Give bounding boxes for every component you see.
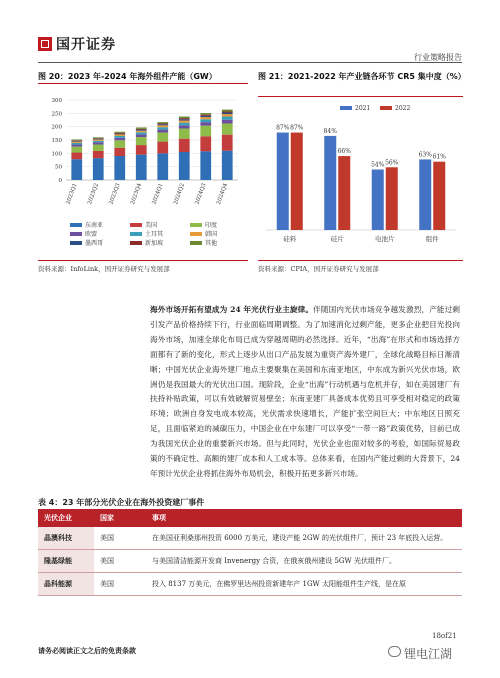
bar-segment xyxy=(114,132,125,133)
bar-segment xyxy=(114,140,125,147)
legend-label: 土耳其 xyxy=(145,231,164,238)
bar-segment xyxy=(200,119,211,122)
table-cell-event: 投入 8137 万美元，在佛罗里达州投资新建年产 1GW 太阳能组件生产线，是在原 xyxy=(146,573,462,596)
bar-segment xyxy=(136,127,147,128)
y-tick-label: 250 xyxy=(51,111,62,118)
bar-segment xyxy=(222,123,233,134)
bar-segment xyxy=(200,151,211,180)
wechat-icon xyxy=(388,646,401,657)
bar-segment xyxy=(114,133,125,134)
bar-segment xyxy=(136,131,147,133)
legend-label: 美国 xyxy=(145,222,158,229)
data-label: 87% xyxy=(276,124,290,132)
x-tick-label: 硅片 xyxy=(330,235,344,243)
y-tick-label: 150 xyxy=(51,138,62,144)
bar-segment xyxy=(93,142,104,144)
bar-segment xyxy=(114,138,125,140)
legend-label: 韩国 xyxy=(205,231,218,238)
data-label: 61% xyxy=(432,153,446,161)
bar-segment xyxy=(71,153,82,160)
legend-swatch xyxy=(70,223,82,227)
body-lead: 海外市场开拓有望成为 24 年光伏行业主旋律。 xyxy=(150,305,314,314)
data-label: 63% xyxy=(418,151,432,159)
y-tick-label: 0 xyxy=(58,178,62,184)
table-header-row xyxy=(38,509,462,527)
bar-segment xyxy=(93,138,104,139)
data-label: 56% xyxy=(385,159,399,167)
bar-segment xyxy=(114,156,125,180)
bar xyxy=(433,162,445,230)
bar-segment xyxy=(114,136,125,138)
table-title: 表 4：23 年部分光伏企业在海外投资建厂事件 xyxy=(38,498,205,507)
investment-table xyxy=(38,509,462,596)
x-tick-label: 2024Q1 xyxy=(151,182,165,206)
data-label: 87% xyxy=(290,124,304,132)
x-tick-label: 2023Q2 xyxy=(86,182,101,206)
bar-segment xyxy=(93,137,104,138)
bar-segment xyxy=(71,159,82,180)
body-paragraph xyxy=(150,303,460,482)
x-tick-label: 硅料 xyxy=(283,235,297,243)
y-tick-label: 50 xyxy=(55,164,62,171)
table-cell-company: 隆基绿能 xyxy=(38,550,94,573)
bar-segment xyxy=(71,147,82,153)
legend-label: 2022 xyxy=(395,105,411,112)
bar xyxy=(324,136,336,230)
bar-segment xyxy=(93,141,104,143)
bar-segment xyxy=(200,122,211,125)
brand-name: 国开证券 xyxy=(56,37,116,53)
table-cell-event: 在美国亚利桑那州投资 6000 万美元，建设产能 2GW 的光伏组件厂，预计 23 年底投入运营。 xyxy=(146,527,462,550)
fig21-chart xyxy=(258,100,463,260)
bar-segment xyxy=(179,139,190,152)
table-cell-country: 美国 xyxy=(94,573,146,596)
data-label: 54% xyxy=(371,161,385,169)
bar-segment xyxy=(179,152,190,180)
legend-label: 东南亚 xyxy=(85,222,104,229)
bar-segment xyxy=(136,130,147,131)
fig20-source: 资料来源：InfoLink，国开证券研究与发展部 xyxy=(38,265,170,273)
bar-segment xyxy=(71,145,82,147)
bar-segment xyxy=(93,158,104,180)
legend-swatch xyxy=(70,241,82,245)
fig20-chart xyxy=(38,88,248,260)
bar-segment xyxy=(157,124,168,125)
legend-label: 新加坡 xyxy=(145,240,164,247)
bar-segment xyxy=(93,145,104,151)
table-header-event: 事项 xyxy=(146,509,462,527)
bar-segment xyxy=(93,139,104,140)
bar-segment xyxy=(136,145,147,155)
bar-segment xyxy=(93,139,104,140)
legend-swatch xyxy=(190,223,202,227)
x-tick-label: 电池片 xyxy=(375,235,395,243)
fig21-bottom-rule xyxy=(258,260,463,261)
bar-segment xyxy=(222,117,233,120)
bar xyxy=(372,170,384,230)
x-tick-label: 2024Q3 xyxy=(194,182,208,206)
bar xyxy=(291,133,303,230)
bar-segment xyxy=(136,129,147,130)
bar-segment xyxy=(222,151,233,180)
table-row xyxy=(38,573,462,596)
bar-segment xyxy=(222,113,233,115)
legend-swatch xyxy=(130,223,142,227)
table-cell-company: 晶科能源 xyxy=(38,573,94,596)
page-number: 18of21 xyxy=(432,632,457,640)
legend-swatch xyxy=(130,232,142,236)
x-tick-label: 2024Q4 xyxy=(215,182,230,206)
bar-segment xyxy=(222,111,233,112)
fig20-bottom-rule xyxy=(38,260,248,261)
bar-segment xyxy=(179,119,190,120)
bar xyxy=(419,159,431,230)
bar xyxy=(277,133,289,230)
bar-segment xyxy=(114,148,125,156)
table-header-company: 光伏企业 xyxy=(38,509,94,527)
table-row xyxy=(38,550,462,573)
legend-label: 欧盟 xyxy=(85,231,98,238)
bar-segment xyxy=(157,122,168,123)
legend-swatch xyxy=(190,241,202,245)
bar-segment xyxy=(200,117,211,119)
legend-label: 其他 xyxy=(205,240,218,247)
table-cell-country: 美国 xyxy=(94,527,146,550)
disclaimer-text: 请务必阅读正文之后的免责条款 xyxy=(38,646,136,655)
bar-segment xyxy=(200,116,211,117)
legend-swatch xyxy=(380,106,392,110)
header-divider xyxy=(38,62,462,63)
bar-segment xyxy=(71,141,82,142)
data-label: 66% xyxy=(337,148,351,156)
watermark-text: 锂电江湖 xyxy=(404,647,453,661)
legend-swatch xyxy=(130,241,142,245)
bar-segment xyxy=(222,114,233,116)
bar-segment xyxy=(157,142,168,154)
bar-segment xyxy=(200,126,211,137)
bar-segment xyxy=(157,125,168,127)
table-row xyxy=(38,527,462,550)
bar-segment xyxy=(179,123,190,126)
bar-segment xyxy=(71,143,82,145)
legend-label: 墨西哥 xyxy=(85,240,104,247)
bar-segment xyxy=(136,137,147,145)
bar-segment xyxy=(93,151,104,158)
bar-segment xyxy=(179,118,190,119)
bar-segment xyxy=(200,115,211,116)
bar xyxy=(386,167,398,230)
bar-segment xyxy=(157,153,168,180)
bar-segment xyxy=(114,134,125,136)
bar-segment xyxy=(222,120,233,124)
bar-segment xyxy=(136,134,147,137)
bar-segment xyxy=(136,132,147,134)
bar-segment xyxy=(157,130,168,133)
bar-segment xyxy=(179,129,190,139)
table-cell-event: 与美国清洁能源开发商 Invenergy 合资，在俄亥俄州建设 5GW 光伏组件厂。 xyxy=(146,550,462,573)
x-tick-label: 组件 xyxy=(425,235,439,243)
fig20-title: 图 20：2023 年-2024 年海外组件产能（GW） xyxy=(38,72,217,81)
x-tick-label: 2023Q3 xyxy=(108,182,122,206)
legend-swatch xyxy=(340,106,352,110)
bar-segment xyxy=(200,113,211,115)
bar-segment xyxy=(179,125,190,128)
report-section: 行业策略报告 xyxy=(414,53,462,62)
bar-segment xyxy=(179,117,190,119)
legend-label: 印度 xyxy=(205,222,218,229)
brand-logo-icon xyxy=(38,37,52,51)
bar-segment xyxy=(200,136,211,151)
body-text: 伴随国内光伏市场竞争越发激烈，产能过剩引发产品价格持续下行，行业面临周期调整。为了加速消化过剩产能，更多企业把目光投向海外市场，加速全球化布局已成为穿越周期的必然选择。近年，“出海”在形式和市场选择方面都有了新的变化，形式上逐步从出口产品发展为重资产海外建厂，全球化战略目标日渐清晰；中国光伏企业海外建厂地点主要聚集在美国和东南亚地区，中东成为新兴光伏市场，欧洲仍是我国最大的光伏出口国。现阶段，企业“出海”行动机遇与危机并存，如在美国建厂有扶持补贴政策，可以有效破解贸易壁垒；东南亚建厂具备成本优势且可享受相对稳定的政策环境；欧洲自身发电成本较高，光伏需求快速增长，产能扩张空间巨大；中东地区日照充足，且面临紧迫的减碳压力，中国企业在中东建厂可以享受“一带一路”政策优势，目前已成为我国光伏企业的重要新兴市场。但与此同时，光伏企业也面对较多的考验，如国际贸易政策的不确定性、高额的建厂成本和人工成本等。总体来看，在国内产能过剩的大背景下，24 年预计光伏企业将抓住海外布局机会，积极开拓更多新兴市场。 xyxy=(150,305,460,478)
x-tick-label: 2024Q2 xyxy=(172,182,187,206)
fig20-title-rule xyxy=(38,83,248,84)
bar-segment xyxy=(222,110,233,112)
bar-segment xyxy=(157,127,168,129)
bar-segment xyxy=(71,140,82,141)
legend-swatch xyxy=(190,232,202,236)
bar-segment xyxy=(222,135,233,151)
bar-segment xyxy=(157,133,168,142)
x-tick-label: 2023Q4 xyxy=(129,182,144,206)
table-header-country: 国家 xyxy=(94,509,146,527)
y-tick-label: 200 xyxy=(51,124,62,131)
y-tick-label: 100 xyxy=(51,151,62,158)
data-label: 84% xyxy=(323,127,337,135)
bar-segment xyxy=(114,134,125,135)
bar xyxy=(338,156,350,230)
table-cell-country: 美国 xyxy=(94,550,146,573)
bar-segment xyxy=(71,139,82,140)
y-tick-label: 300 xyxy=(51,98,62,104)
legend-swatch xyxy=(70,232,82,236)
legend-label: 2021 xyxy=(355,105,371,112)
bar-segment xyxy=(71,142,82,143)
bar-segment xyxy=(157,123,168,124)
fig21-title: 图 21：2021-2022 年产业链各环节 CR5 集中度（%） xyxy=(258,72,466,81)
fig21-title-rule xyxy=(258,96,463,97)
bar-segment xyxy=(179,121,190,123)
x-tick-label: 2023Q1 xyxy=(65,182,79,206)
fig21-source: 资料来源：CPIA，国开证券研究与发展部 xyxy=(258,265,379,273)
bar-segment xyxy=(136,155,147,180)
table-cell-company: 晶澳科技 xyxy=(38,527,94,550)
